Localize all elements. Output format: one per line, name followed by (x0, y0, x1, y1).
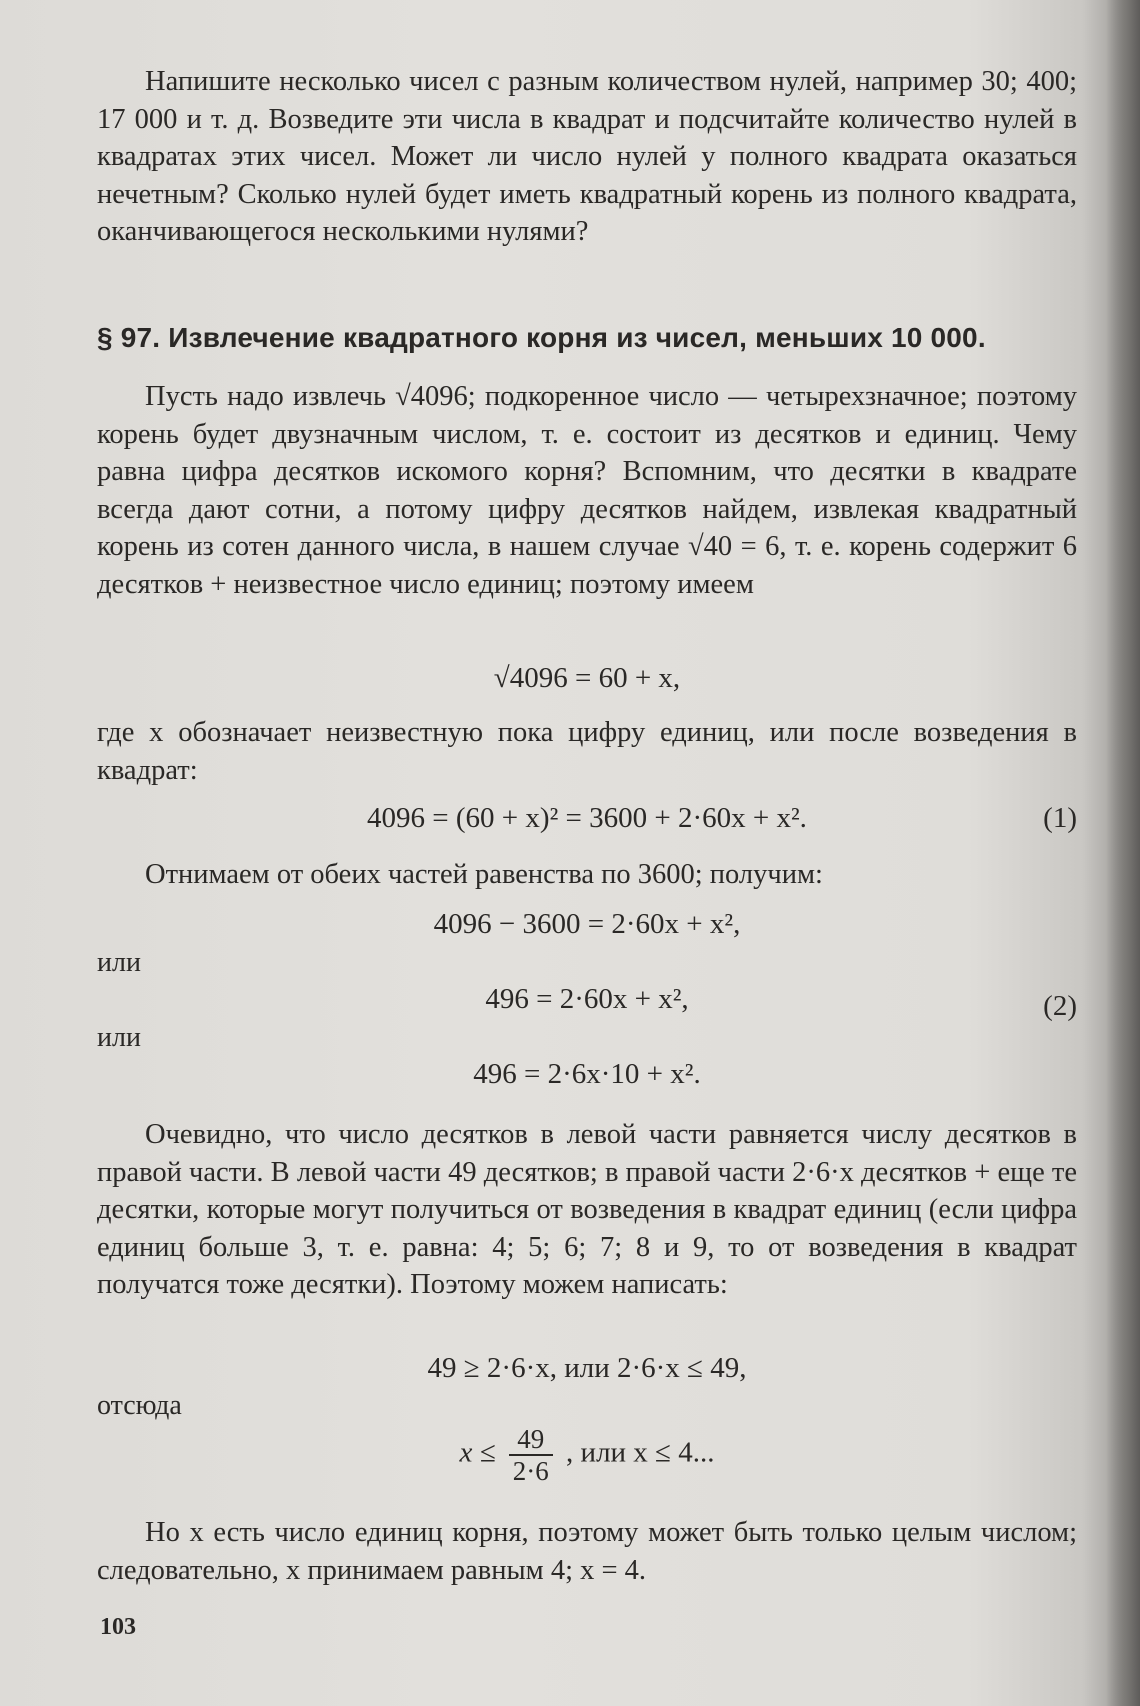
paragraph-intro: Пусть надо извлечь √4096; подкоренное число — четырехзначное; поэтому корень будет двузначным числом, т. е. состоит из десятков и единиц. Чему равна цифра десятков искомого корня? Вспомним, что десятки в квадрате всегда дают сотни, а потому цифру десятков найдем, извлекая квадратный корень из сотен данного числа, в нашем случае √40 = 6, т. е. корень содержит 6 десятков + неизвестное число единиц; поэтому имеем (97, 381, 1077, 600)
fraction-49-over-12 (509, 1424, 553, 1486)
equation-number-2: (2) (1043, 990, 1077, 1022)
text-block-intro (97, 378, 1077, 603)
formula-subtraction: 4096 − 3600 = 2·60x + x², (433, 908, 741, 940)
formula-7-right: , или x ≤ 4... (566, 1436, 715, 1469)
equation-number-1: (1) (1043, 802, 1077, 834)
paragraph-conclusion: Но x есть число единиц корня, поэтому может быть только целым числом; следовательно, x принимаем равным 4; x = 4. (97, 1517, 1077, 1586)
paragraph-where-x: где x обозначает неизвестную пока цифру единиц, или после возведения в квадрат: (97, 717, 1077, 786)
formula-inequality: 49 ≥ 2·6·x, или 2·6·x ≤ 49, (427, 1352, 747, 1384)
formula-root-equation: √4096 = 60 + x, (493, 662, 681, 694)
word-or-first: или (97, 947, 141, 978)
paragraph-tens-reasoning: Очевидно, что число десятков в левой части равняется числу десятков в правой части. В левой части 49 десятков; в правой части 2·6·x десятков + еще те десятки, которые могут получиться от возведения в квадрат единиц (если цифра единиц больше 3, т. е. равна: 4; 5; 6; 7; 8 и 9, то от возведения в квадрат получатся тоже десятки). Поэтому можем написать: (97, 1119, 1077, 1300)
formula-496-second: 496 = 2·6x·10 + x². (473, 1058, 701, 1090)
paragraph-exercise: Напишите несколько чисел с разным количеством нулей, например 30; 400; 17 000 и т. д. Возведите эти числа в квадрат и подсчитайте количество нулей в квадратах этих чисел. Может ли число нулей у полного квадрата оказаться нечетным? Сколько нулей будет иметь квадратный корень из полного квадрата, оканчивающегося несколькими нулями? (97, 66, 1077, 247)
book-spine-shadow (1106, 0, 1140, 1706)
fraction-numerator: 49 (509, 1424, 553, 1456)
text-block-where-x (97, 714, 1077, 789)
formula-496-first: 496 = 2·60x + x², (485, 983, 689, 1015)
section-heading: § 97. Извлечение квадратного корня из чисел, меньших 10 000. (97, 322, 986, 353)
text-block-conclusion (97, 1514, 1077, 1589)
paragraph-subtract: Отнимаем от обеих частей равенства по 3600; получим: (145, 859, 823, 890)
fraction-denominator: 2·6 (512, 1456, 549, 1486)
text-block-tens-reasoning (97, 1116, 1077, 1304)
formula-fraction-inequality (97, 1424, 1077, 1486)
word-or-second: или (97, 1022, 141, 1053)
text-block-subtract (97, 856, 1077, 894)
page-number: 103 (100, 1614, 136, 1640)
text-block-exercise (97, 63, 1077, 251)
formula-square-expansion: 4096 = (60 + x)² = 3600 + 2·60x + x². (367, 802, 807, 834)
word-hence: отсюда (97, 1390, 182, 1421)
formula-7-left: x ≤ (459, 1436, 496, 1469)
